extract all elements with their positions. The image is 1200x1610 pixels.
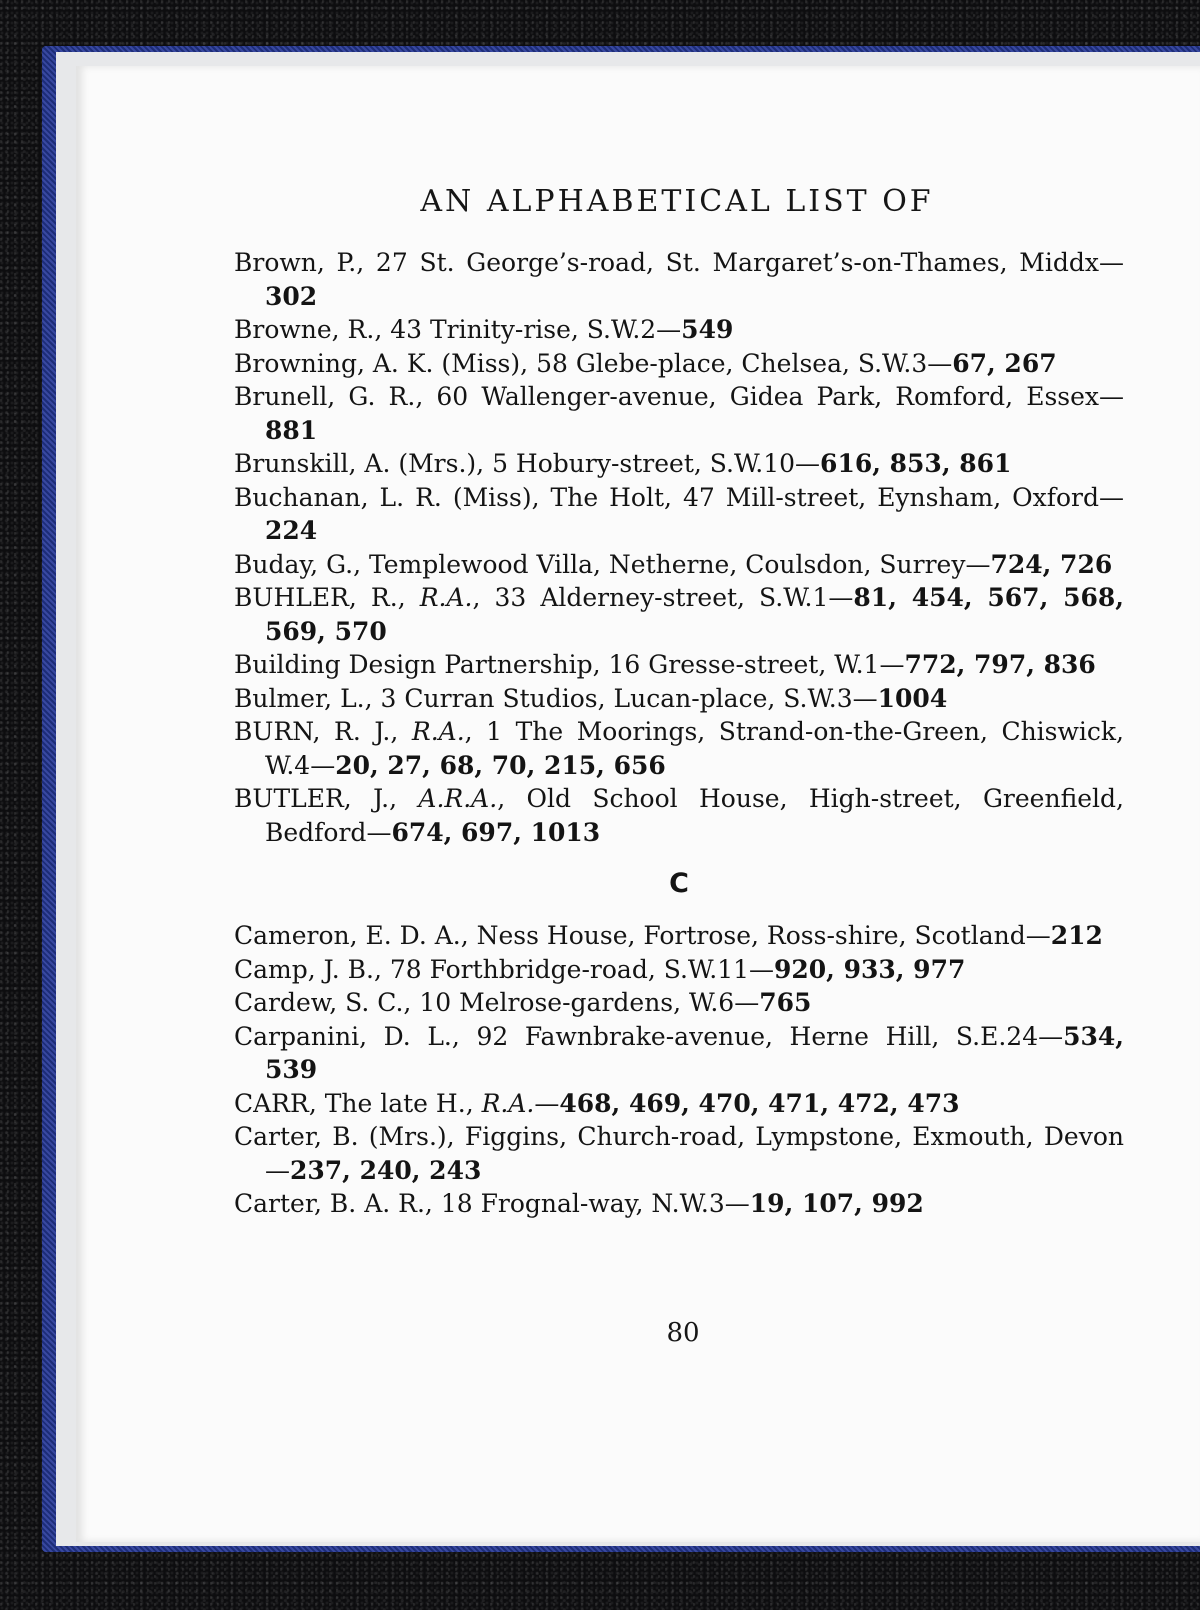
- entry-name: Brunskill, A. (Mrs.): [234, 449, 477, 478]
- entry-address: Ness House, Fortrose, Ross-shire, Scotland: [476, 921, 1026, 950]
- entry-address: 60 Wallenger-avenue, Gidea Park, Romford, Essex: [436, 382, 1100, 411]
- entry-name: Buday, G.: [234, 549, 354, 579]
- entry-numbers: 765: [759, 988, 812, 1017]
- list-entry: Carpanini, D. L., 92 Fawnbrake-avenue, Herne Hill, S.E.24—534, 539: [234, 1021, 1124, 1084]
- running-title: AN ALPHABETICAL LIST OF: [420, 184, 934, 219]
- entry-address: Old School House, High-street, Greenfield, Bedford: [265, 784, 1124, 847]
- entry-name: Bulmer, L.: [234, 683, 365, 713]
- list-entry: Brown, P., 27 St. George’s-road, St. Margaret’s-on-Thames, Middx—302: [234, 248, 1124, 311]
- entry-numbers: 302: [265, 281, 318, 311]
- entry-name: Brown, P.: [234, 248, 357, 277]
- entry-name: Camp, J. B.: [234, 954, 374, 984]
- entries-list: [234, 246, 1124, 1221]
- entry-name: BUTLER, J.: [234, 784, 390, 813]
- entry-name: BUHLER, R.: [234, 583, 398, 612]
- entry-name: CARR, The late H.: [234, 1088, 466, 1118]
- entry-numbers: 237, 240, 243: [290, 1155, 482, 1185]
- entry-rank: R.A.: [419, 583, 473, 612]
- entry-numbers: 534, 539: [265, 1021, 1124, 1084]
- entry-rank: R.A.: [411, 717, 465, 746]
- entry-numbers: 20, 27, 68, 70, 215, 656: [335, 750, 666, 780]
- list-entry: BURN, R. J., R.A., 1 The Moorings, Strand-on-the-Green, Chiswick, W.4—20, 27, 68, 70, 215, 656: [234, 717, 1124, 780]
- list-entry: BUTLER, J., A.R.A., Old School House, High-street, Greenfield, Bedford—674, 697, 1013: [234, 784, 1124, 847]
- entry-name: Carter, B. A. R.: [234, 1189, 425, 1218]
- entry-address: 1 The Moorings, Strand-on-the-Green, Chiswick, W.4: [265, 717, 1124, 780]
- section-letter: C: [669, 868, 689, 899]
- entry-numbers: 616, 853, 861: [820, 449, 1012, 478]
- entry-address: 16 Gresse-street, W.1: [608, 650, 880, 679]
- list-entry: Cardew, S. C., 10 Melrose-gardens, W.6—765: [234, 988, 812, 1017]
- list-entry: Bulmer, L., 3 Curran Studios, Lucan-place, S.W.3—1004: [234, 683, 948, 713]
- list-entry: Brunskill, A. (Mrs.), 5 Hobury-street, S.W.10—616, 853, 861: [234, 449, 1012, 478]
- entry-numbers: 224: [265, 516, 318, 545]
- entry-name: Buchanan, L. R. (Miss): [234, 482, 532, 512]
- entries-group-c: [234, 919, 1124, 1221]
- entry-numbers: 212: [1050, 921, 1103, 950]
- entry-address: 33 Alderney-street, S.W.1: [494, 583, 829, 612]
- entry-address: 27 St. George’s-road, St. Margaret’s-on-Thames, Middx: [375, 248, 1099, 277]
- list-entry: Camp, J. B., 78 Forthbridge-road, S.W.11—920, 933, 977: [234, 954, 966, 984]
- entry-name: Cameron, E. D. A.: [234, 921, 461, 950]
- entry-address: 78 Forthbridge-road, S.W.11: [389, 954, 749, 984]
- entry-numbers: 674, 697, 1013: [391, 817, 601, 847]
- entry-numbers: 19, 107, 992: [749, 1189, 924, 1218]
- entries-group-b: [234, 246, 1124, 849]
- list-entry: CARR, The late H., R.A.—468, 469, 470, 471, 472, 473: [234, 1088, 960, 1118]
- list-entry: Carter, B. A. R., 18 Frognal-way, N.W.3—19, 107, 992: [234, 1189, 924, 1218]
- entry-address: Templewood Villa, Netherne, Coulsdon, Surrey: [369, 549, 966, 579]
- entry-name: Browne, R.: [234, 315, 375, 344]
- entry-numbers: 549: [681, 315, 734, 344]
- list-entry: Carter, B. (Mrs.), Figgins, Church-road, Lympstone, Exmouth, Devon—237, 240, 243: [234, 1122, 1124, 1185]
- entry-numbers: 724, 726: [990, 549, 1113, 579]
- entry-rank: R.A.: [481, 1088, 535, 1118]
- entry-name: Brunell, G. R.: [234, 382, 416, 411]
- entry-address: 18 Frognal-way, N.W.3: [440, 1189, 725, 1218]
- entry-address: 43 Trinity-rise, S.W.2: [390, 315, 657, 344]
- entry-numbers: 881: [265, 415, 318, 445]
- entry-address: 5 Hobury-street, S.W.10: [492, 449, 796, 478]
- list-entry: Buchanan, L. R. (Miss), The Holt, 47 Mill-street, Eynsham, Oxford—224: [234, 482, 1124, 545]
- entry-address: 58 Glebe-place, Chelsea, S.W.3: [536, 348, 928, 378]
- entry-name: Carter, B. (Mrs.): [234, 1122, 447, 1151]
- list-entry: Building Design Partnership, 16 Gresse-street, W.1—772, 797, 836: [234, 650, 1096, 679]
- list-entry: Browning, A. K. (Miss), 58 Glebe-place, Chelsea, S.W.3—67, 267: [234, 348, 1057, 378]
- entry-name: Cardew, S. C.: [234, 988, 404, 1017]
- entry-name: Building Design Partnership: [234, 650, 593, 679]
- entry-numbers: 81, 454, 567, 568, 569, 570: [265, 583, 1124, 646]
- entry-address: Figgins, Church-road, Lympstone, Exmouth, Devon: [464, 1122, 1124, 1151]
- entry-name: Browning, A. K. (Miss): [234, 348, 521, 378]
- entry-numbers: 1004: [877, 683, 948, 713]
- catalogue-page: [76, 66, 1200, 1542]
- entry-address: 92 Fawnbrake-avenue, Herne Hill, S.E.24: [476, 1021, 1039, 1051]
- entry-address: 3 Curran Studios, Lucan-place, S.W.3: [380, 683, 853, 713]
- entry-numbers: 772, 797, 836: [904, 650, 1096, 679]
- entry-numbers: 67, 267: [952, 348, 1057, 378]
- entry-address: 10 Melrose-gardens, W.6: [419, 988, 735, 1017]
- entry-name: Carpanini, D. L.: [234, 1021, 452, 1051]
- list-entry: Buday, G., Templewood Villa, Netherne, Coulsdon, Surrey—724, 726: [234, 549, 1113, 579]
- list-entry: BUHLER, R., R.A., 33 Alderney-street, S.W.1—81, 454, 567, 568, 569, 570: [234, 583, 1124, 646]
- entry-numbers: 920, 933, 977: [774, 954, 966, 984]
- list-entry: Cameron, E. D. A., Ness House, Fortrose, Ross-shire, Scotland—212: [234, 921, 1103, 950]
- entry-name: BURN, R. J.: [234, 717, 391, 746]
- page-number: 80: [666, 1318, 700, 1348]
- entry-rank: A.R.A.: [418, 784, 498, 813]
- entry-address: The Holt, 47 Mill-street, Eynsham, Oxford: [550, 482, 1099, 512]
- list-entry: Browne, R., 43 Trinity-rise, S.W.2—549: [234, 315, 734, 344]
- entry-numbers: 468, 469, 470, 471, 472, 473: [559, 1088, 960, 1118]
- list-entry: Brunell, G. R., 60 Wallenger-avenue, Gidea Park, Romford, Essex—881: [234, 382, 1125, 445]
